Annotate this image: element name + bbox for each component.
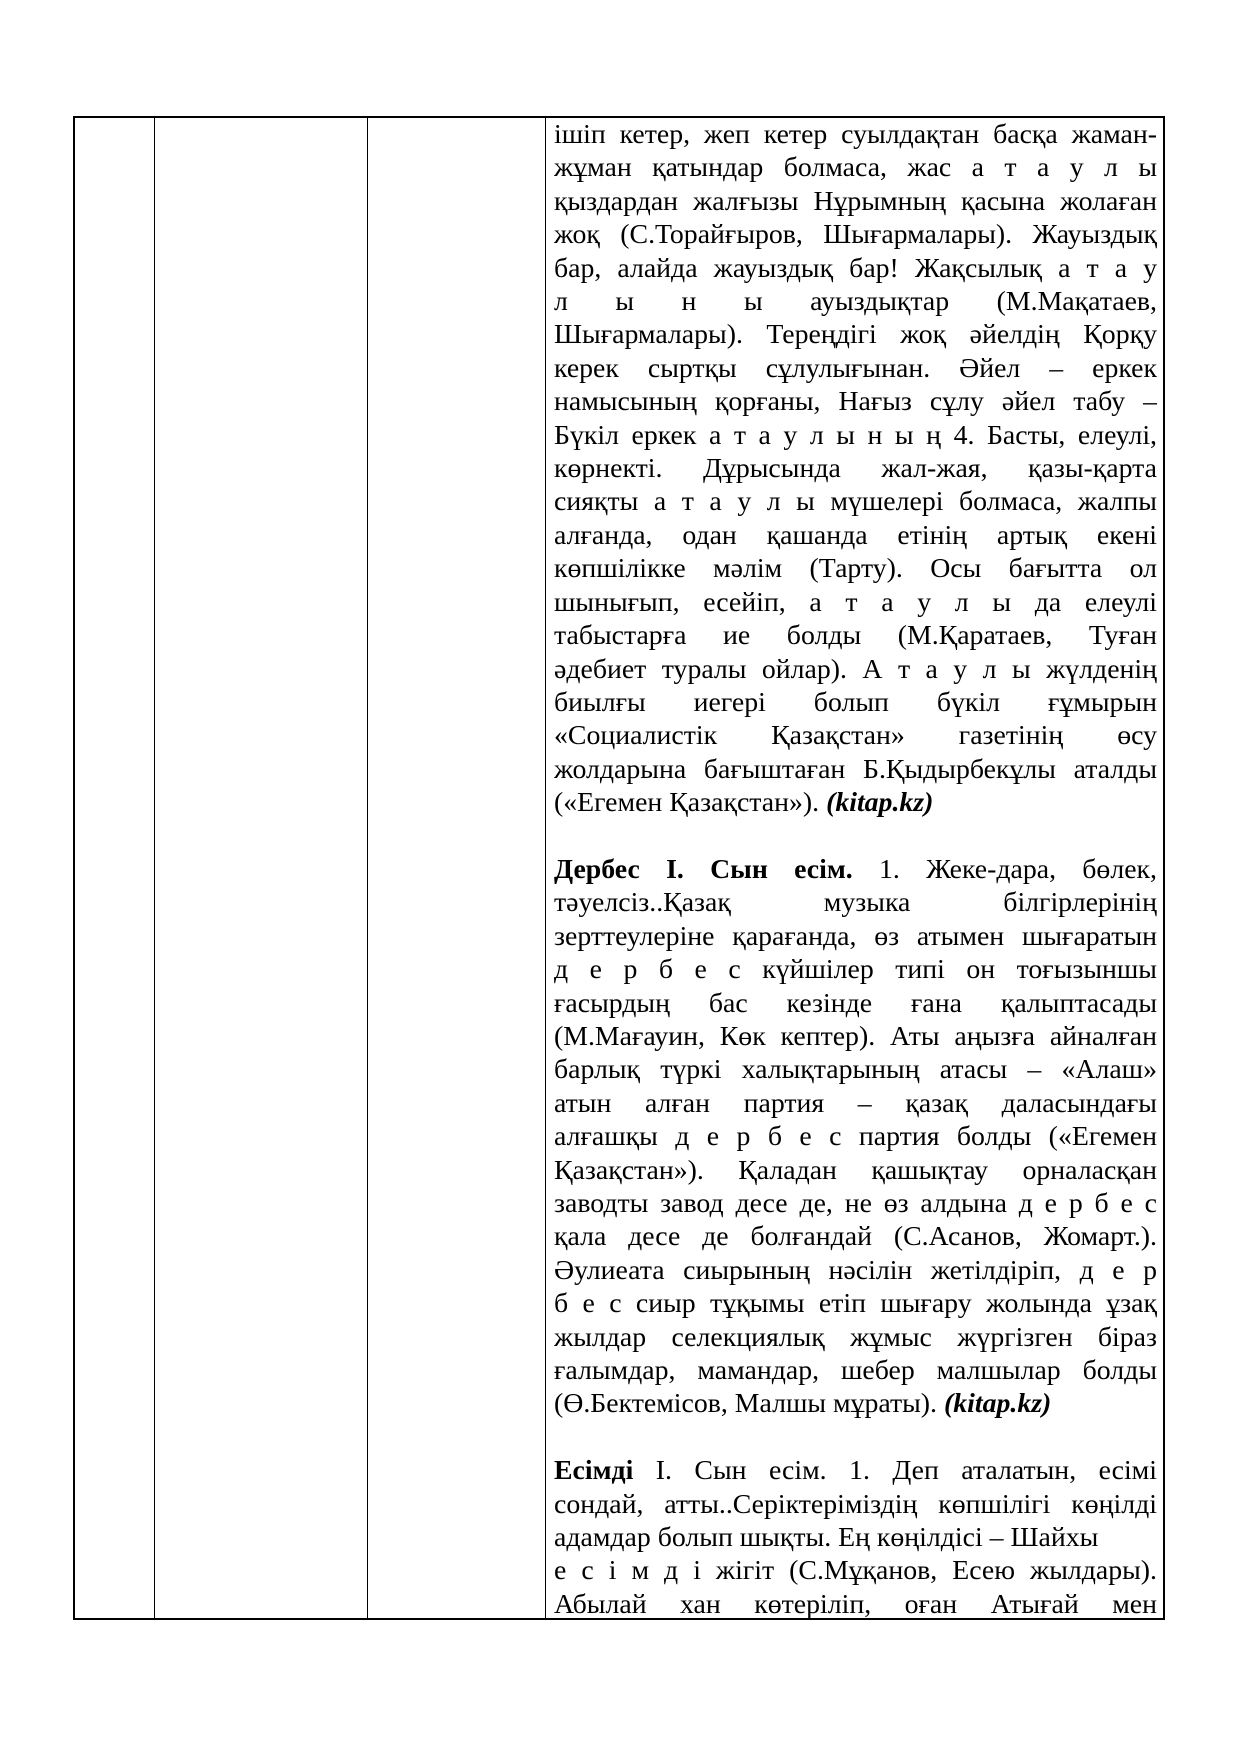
text-line: биылғы иегері болып бүкіл ғұмырын xyxy=(554,686,1157,718)
text-line: Абылай хан көтеріліп, оған Атығай мен xyxy=(554,1588,1157,1618)
text-line: атын алған партия – қазақ даласындағы xyxy=(554,1087,1157,1119)
text-line xyxy=(554,1454,1157,1487)
text-line: жолдарына бағыштаған Б.Қыдырбекұлы аталды xyxy=(554,753,1157,785)
text-line: қыздардан жалғызы Нұрымның қасына жолаған xyxy=(554,185,1157,217)
text-line: адамдар болып шықты. Ең көңілдісі – Шайхы xyxy=(554,1522,1099,1554)
source-ref: (kitap.kz) xyxy=(826,787,934,819)
text-line: ғалымдар, мамандар, шебер малшылар болды xyxy=(554,1355,1157,1387)
text-line: заводты завод десе де, не өз алдына д е р б е с xyxy=(554,1187,1157,1219)
text-line xyxy=(554,1387,1157,1420)
text-line: әдебиет туралы ойлар). А т а у л ы жүлденің xyxy=(554,653,1157,685)
text-line: (М.Мағауин, Көк кептер). Аты аңызға айналған xyxy=(554,1020,1157,1052)
text-line: сияқты а т а у л ы мүшелері болмаса, жалпы xyxy=(554,486,1157,518)
text-line xyxy=(554,786,1157,819)
spacer xyxy=(554,820,1157,853)
text-line: көрнекті. Дұрысында жал-жая, қазы-қарта xyxy=(554,453,1157,485)
text-line: ғасырдың бас кезінде ғана қалыптасады xyxy=(554,987,1157,1019)
text-line: л ы н ы ауыздықтар (М.Мақатаев, xyxy=(554,286,1157,318)
text-line xyxy=(554,853,1157,886)
headword: Есімді xyxy=(554,1455,634,1487)
text-line: тәуелсіз..Қазақ музыка білгірлерінің xyxy=(554,887,1157,919)
definition-start: 1. Жеке-дара, бөлек, xyxy=(852,853,1157,885)
text-line: Бүкіл еркек а т а у л ы н ы ң 4. Басты, елеулі, xyxy=(554,419,1157,451)
text-line: жоқ (С.Торайғыров, Шығармалары). Жауыздық xyxy=(554,219,1157,251)
text-line: жұман қатындар болмаса, жас а т а у л ы xyxy=(554,152,1157,184)
text-line: табыстарға ие болды (М.Қаратаев, Туған xyxy=(554,620,1157,652)
text-line: шынығып, есейіп, а т а у л ы да елеулі xyxy=(554,586,1157,618)
definition-cell xyxy=(554,118,1157,1618)
text-line: Қазақстан»). Қаладан қашықтау орналасқан xyxy=(554,1154,1157,1186)
headword: Дербес І. Сын есім. xyxy=(554,853,853,885)
column-divider-3 xyxy=(545,118,546,1618)
text-line: б е с сиыр тұқымы етіп шығару жолында ұзақ xyxy=(554,1288,1157,1320)
text-line: Шығармалары). Тереңдігі жоқ әйелдің Қорқу xyxy=(554,319,1157,351)
entry-derbes xyxy=(554,853,1157,1421)
text-line: алғанда, одан қашанда етінің артық екені xyxy=(554,519,1157,551)
text-line: намысының қорғаны, Нағыз сұлу әйел табу – xyxy=(554,386,1157,418)
text-line: е с і м д і жігіт (С.Мұқанов, Есею жылдары). xyxy=(554,1555,1157,1587)
citation: («Егемен Қазақстан»). xyxy=(554,787,820,819)
column-divider-2 xyxy=(367,118,368,1618)
text-line: Әулиеата сиырының нәсілін жетілдіріп, д е р xyxy=(554,1254,1157,1286)
text-line: барлық түркі халықтарының атасы – «Алаш» xyxy=(554,1054,1157,1086)
spacer xyxy=(554,1421,1157,1454)
definition-start: І. Сын есім. 1. Деп аталатын, есімі xyxy=(633,1455,1157,1487)
dictionary-table xyxy=(73,116,1165,1620)
entry-esimdi xyxy=(554,1454,1157,1618)
source-ref: (kitap.kz) xyxy=(943,1388,1052,1420)
text-line: «Социалистік Қазақстан» газетінің өсу xyxy=(554,720,1157,752)
entry-ataulu xyxy=(554,118,1157,820)
text-line: керек сыртқы сұлулығынан. Әйел – еркек xyxy=(554,352,1157,384)
text-line: сондай, атты..Серіктеріміздің көпшілігі көңілді xyxy=(554,1488,1157,1520)
column-divider-1 xyxy=(154,118,155,1618)
citation: (Ө.Бектемісов, Малшы мұраты). xyxy=(554,1388,938,1420)
text-line: көпшілікке мәлім (Тарту). Осы бағытта ол xyxy=(554,553,1157,585)
text-line: қала десе де болғандай (С.Асанов, Жомарт.). xyxy=(554,1221,1157,1253)
text-line: алғашқы д е р б е с партия болды («Егемен xyxy=(554,1121,1157,1153)
text-line: зерттеулеріне қарағанда, өз атымен шығаратын xyxy=(554,920,1157,952)
text-line: ішіп кетер, жеп кетер суылдақтан басқа жаман- xyxy=(554,119,1157,150)
text-line: жылдар селекциялық жұмыс жүргізген біраз xyxy=(554,1321,1157,1353)
text-line: бар, алайда жауыздық бар! Жақсылық а т а у xyxy=(554,252,1157,284)
text-line: д е р б е с күйшілер типі он тоғызыншы xyxy=(554,954,1157,986)
